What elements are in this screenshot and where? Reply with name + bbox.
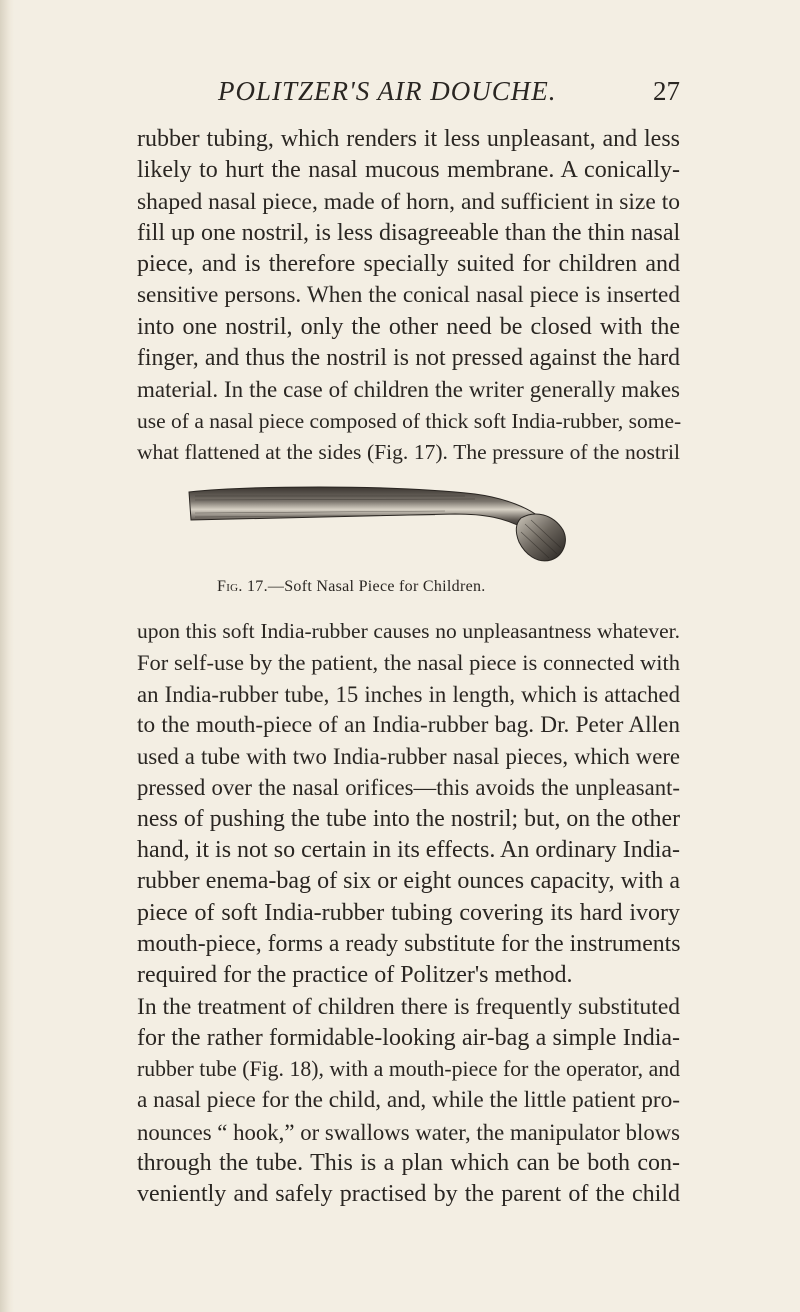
figure-label: Fig. 17. [217,578,268,595]
page-gutter-shadow [0,0,14,1312]
text-line: sensitive persons. When the conical nasal piece is inserted [137,282,680,309]
text-line: used a tube with two India-rubber nasal pieces, which were [137,744,680,770]
text-line: material. In the case of children the writer generally makes [137,377,680,403]
paragraph-bottom [137,616,680,1211]
text-line: finger, and thus the nostril is not pressed against the hard [137,345,680,372]
text-line: nounces “ hook,” or swallows water, the manipulator blows [137,1119,680,1145]
page-number: 27 [653,76,680,106]
text-line: into one nostril, only the other need be closed with the [137,313,680,340]
text-line: rubber enema-bag of six or eight ounces capacity, with a [137,868,680,895]
text-line: required for the practice of Politzer's method. [137,962,573,989]
text-line: rubber tubing, which renders it less unpleasant, and less [137,126,680,152]
text-line: likely to hurt the nasal mucous membrane. A conically- [137,157,680,184]
text-line: fill up one nostril, is less disagreeable than the thin nasal [137,219,681,246]
text-line: mouth-piece, forms a ready substitute for the instruments [137,930,681,957]
text-line: piece of soft India-rubber tubing covering its hard ivory [137,899,680,926]
text-line: ness of pushing the tube into the nostril; but, on the other [137,805,680,832]
text-line: In the treatment of children there is frequently substituted [137,993,680,1020]
figure-caption [217,578,486,596]
text-line: hand, it is not so certain in its effects. An ordinary India- [137,837,680,864]
text-line: upon this soft India-rubber causes no unpleasantness whatever. [137,619,680,643]
text-line: for the rather formidable-looking air-bag a simple India- [137,1024,680,1051]
text-line: to the mouth-piece of an India-rubber bag. Dr. Peter Allen [137,711,680,738]
figure-caption-text: —Soft Nasal Piece for Children. [267,578,486,595]
nasal-piece-illustration [185,484,585,564]
text-line: an India-rubber tube, 15 inches in length, which is attached [137,681,680,707]
text-line: shaped nasal piece, made of horn, and sufficient in size to [137,188,680,215]
text-line: use of a nasal piece composed of thick soft India-rubber, some- [137,408,682,433]
text-line: what flattened at the sides (Fig. 17). The pressure of the nostril [137,439,680,464]
text-line: pressed over the nasal orifices—this avoids the unpleasant- [137,775,680,801]
text-line: through the tube. This is a plan which can be both con- [137,1150,680,1177]
text-line: For self-use by the patient, the nasal piece is connected with [137,650,680,676]
text-line: rubber tube (Fig. 18), with a mouth-piece for the operator, and [137,1057,680,1082]
running-head: POLITZER'S AIR DOUCHE. [218,76,557,106]
text-line: a nasal piece for the child, and, while the little patient pro- [137,1087,680,1114]
page-header [120,76,680,112]
text-line: veniently and safely practised by the parent of the child [137,1181,680,1208]
paragraph-top [137,124,680,468]
text-line: piece, and is therefore specially suited for children and [137,251,680,278]
